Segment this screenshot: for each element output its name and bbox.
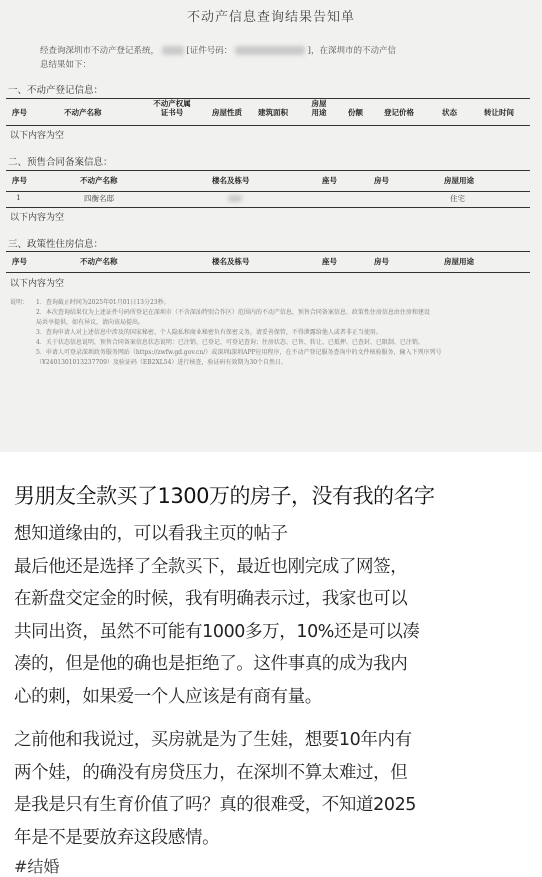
paragraph-line: 最后他还是选择了全款买下，最近也刚完成了网签， xyxy=(14,556,408,577)
redacted-name xyxy=(162,46,184,55)
note-line: 2．本次查询结果仅为上述证件号码所登记在深圳市（不含深汕特别合作区）范围内的不动产信息，预售合同备案信息、政策性住房信息由住房和建设 xyxy=(36,309,430,316)
policy-housing-table xyxy=(6,251,530,273)
policy-housing-table-header xyxy=(6,252,530,272)
col-transfer-time: 转让时间 xyxy=(484,108,514,117)
section1-heading: 一、不动产登记信息： xyxy=(8,85,104,96)
note-line: 局共享提供，如有异议，请向该局提出。 xyxy=(36,319,145,326)
section1-empty-note: 以下内容为空 xyxy=(10,131,65,141)
paragraph-line: 两个娃，的确没有房贷压力，在深圳不算太难过，但 xyxy=(14,762,408,783)
intro-line2: 息结果如下： xyxy=(40,60,92,70)
note-line: 5．申请人可登录深圳政务服务网站（https://zwfw.gd.gov.cn/）或深圳i深圳APP应用程序，在不动产登记服务查询中的文件核验服务，输入下列序列号 xyxy=(36,349,442,356)
registration-table xyxy=(6,98,530,126)
paragraph-line: 是我是只有生育价值了吗？真的很难受，不知道2025 xyxy=(14,795,417,815)
paragraph-line: 想知道缘由的，可以看我主页的帖子 xyxy=(14,524,288,544)
note-line: （¥2401301013237709）及验证码（EB2XL54）进行核查，验证码有效期为30个自然日。 xyxy=(36,359,288,366)
col-share: 份额 xyxy=(348,108,363,117)
note-line: 3．查询申请人对上述信息中涉及的国家秘密、个人隐私和商业秘密负有保密义务，请妥善保管，不得泄露给他人或者非正当使用。 xyxy=(36,329,382,336)
document-intro xyxy=(40,44,510,72)
col-usage: 房屋用途 xyxy=(444,257,474,266)
redacted-building xyxy=(228,195,242,202)
paragraph-line: 之前他和我说过，买房就是为了生娃，想要10年内有 xyxy=(14,730,412,750)
row-usage: 住宅 xyxy=(450,194,465,203)
col-property-name: 不动产名称 xyxy=(64,108,102,117)
presale-table xyxy=(6,170,530,208)
col-certificate: 不动产权属证书号 xyxy=(153,99,191,117)
col-house-type: 房屋性质 xyxy=(212,108,242,117)
registration-table-header xyxy=(6,99,530,125)
post-headline: 男朋友全款买了1300万的房子，没有我的名字 xyxy=(14,484,435,508)
paragraph-line: 年是不是要放弃这段感情。 xyxy=(14,827,220,848)
col-room: 房号 xyxy=(374,176,389,185)
col-building: 楼名及栋号 xyxy=(212,176,250,185)
document-title: 不动产信息查询结果告知单 xyxy=(186,10,355,25)
col-status: 状态 xyxy=(442,108,457,117)
col-area: 建筑面积 xyxy=(258,108,288,117)
paragraph-line: 凑的，但是他的确也是拒绝了。这件事真的成为我内 xyxy=(14,654,408,674)
note-line: 1．查询截止时间为2025年01月01日13分23秒。 xyxy=(36,299,170,306)
section3-empty-note: 以下内容为空 xyxy=(10,279,65,289)
col-price: 登记价格 xyxy=(384,108,414,117)
col-room: 房号 xyxy=(374,257,389,266)
col-usage: 房屋用途 xyxy=(444,176,474,185)
presale-table-header xyxy=(6,171,530,192)
row-index: 1 xyxy=(16,193,21,202)
section2-heading: 二、预售合同备案信息： xyxy=(8,157,113,168)
paragraph-line: 在新盘交定金的时候，我有明确表示过，我家也可以 xyxy=(14,589,408,609)
row-property-name: 四衡名邸 xyxy=(84,194,114,203)
col-building: 楼名及栋号 xyxy=(212,257,250,266)
col-property-name: 不动产名称 xyxy=(80,176,118,185)
post-paragraph-1 xyxy=(14,518,534,713)
col-usage: 房屋用途 xyxy=(311,99,327,117)
paragraph-line: 共同出资，虽然不可能有1000多万，10%还是可以凑 xyxy=(14,621,420,642)
col-index: 序号 xyxy=(12,176,27,185)
col-block: 座号 xyxy=(322,176,337,185)
section2-empty-note: 以下内容为空 xyxy=(10,213,65,223)
paragraph-line: 心的刺，如果爱一个人应该是有商有量。 xyxy=(14,686,322,707)
presale-table-row xyxy=(6,192,530,207)
col-block: 座号 xyxy=(322,257,337,266)
section3-heading: 三、政策性住房信息： xyxy=(8,239,104,250)
hashtag-link[interactable]: #结婚 xyxy=(14,857,60,876)
intro-suffix: ]，在深圳市的不动产信 xyxy=(307,46,396,56)
col-property-name: 不动产名称 xyxy=(80,257,118,266)
notes-label: 说明： xyxy=(10,299,29,306)
col-index: 序号 xyxy=(12,257,27,266)
post-paragraph-2 xyxy=(14,724,534,854)
note-line: 4．关于状态信息说明，预售合同备案信息状态说明：已注销、已登记、可登记查询；住房状态、已售、转让、已抵押、已查封、已限制、已注销。 xyxy=(36,339,424,346)
col-index: 序号 xyxy=(12,108,27,117)
redacted-id-number xyxy=(235,46,305,55)
intro-prefix: 经查询深圳市不动产登记系统， xyxy=(40,46,160,56)
intro-middle: [证件号码： xyxy=(186,46,233,56)
